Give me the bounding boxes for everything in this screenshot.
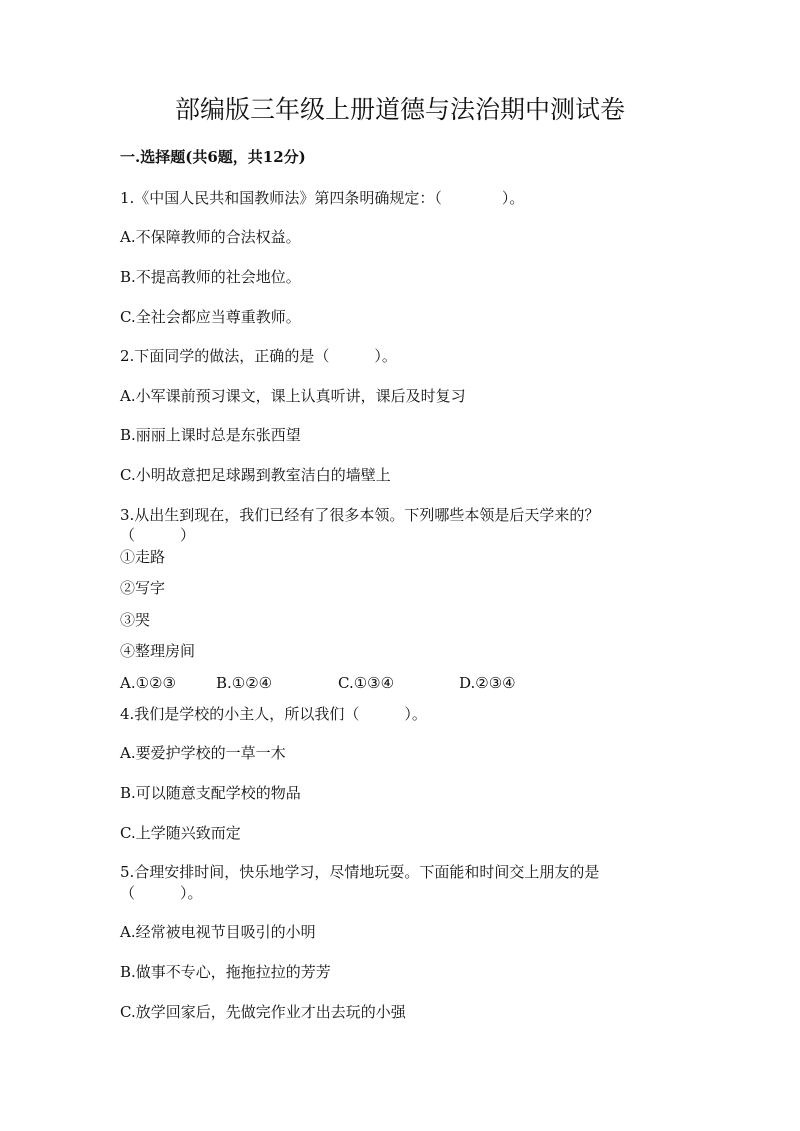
question-4-option-a: A.要爱护学校的一草一木 [120,744,286,762]
question-2-option-c: C.小明故意把足球踢到教室洁白的墙壁上 [120,466,391,484]
question-5-option-c: C.放学回家后，先做完作业才出去玩的小强 [120,1003,406,1021]
question-4-option-c: C.上学随兴致而定 [120,824,241,842]
question-3-option-d: D.②③④ [459,674,516,692]
question-4-stem: 4.我们是学校的小主人，所以我们（ ）。 [120,705,427,723]
question-3-stem-line1: 3.从出生到现在，我们已经有了很多本领。下列哪些本领是后天学来的？ [120,506,600,524]
question-1-option-c: C.全社会都应当尊重教师。 [120,308,301,326]
question-1-stem: 1.《中国人民共和国教师法》第四条明确规定：（ ）。 [120,189,525,207]
question-3-item-2: ②写字 [120,579,166,597]
question-1-option-a: A.不保障教师的合法权益。 [120,228,301,246]
question-5-option-b: B.做事不专心，拖拖拉拉的芳芳 [120,963,331,981]
question-1-option-b: B.不提高教师的社会地位。 [120,268,301,286]
question-5-stem-line1: 5.合理安排时间，快乐地学习，尽情地玩耍。下面能和时间交上朋友的是 [120,863,600,881]
question-2-stem: 2.下面同学的做法，正确的是（ ）。 [120,347,397,365]
question-3-stem-line2: （ ） [120,526,196,544]
section-heading: 一.选择题(共6题，共12分) [120,148,306,166]
question-3-option-c: C.①③④ [338,674,395,692]
question-3-item-4: ④整理房间 [120,642,196,660]
question-5-stem-line2: （ ）。 [120,884,203,902]
question-3-item-1: ①走路 [120,548,166,566]
question-4-option-b: B.可以随意支配学校的物品 [120,784,301,802]
question-5-option-a: A.经常被电视节目吸引的小明 [120,923,316,941]
question-3-option-a: A.①②③ [120,674,176,692]
question-3-item-3: ③哭 [120,611,151,629]
page-title: 部编版三年级上册道德与法治期中测试卷 [174,95,625,124]
question-3-option-b: B.①②④ [216,674,273,692]
question-2-option-a: A.小军课前预习课文，课上认真听讲，课后及时复习 [120,387,466,405]
question-2-option-b: B.丽丽上课时总是东张西望 [120,426,301,444]
